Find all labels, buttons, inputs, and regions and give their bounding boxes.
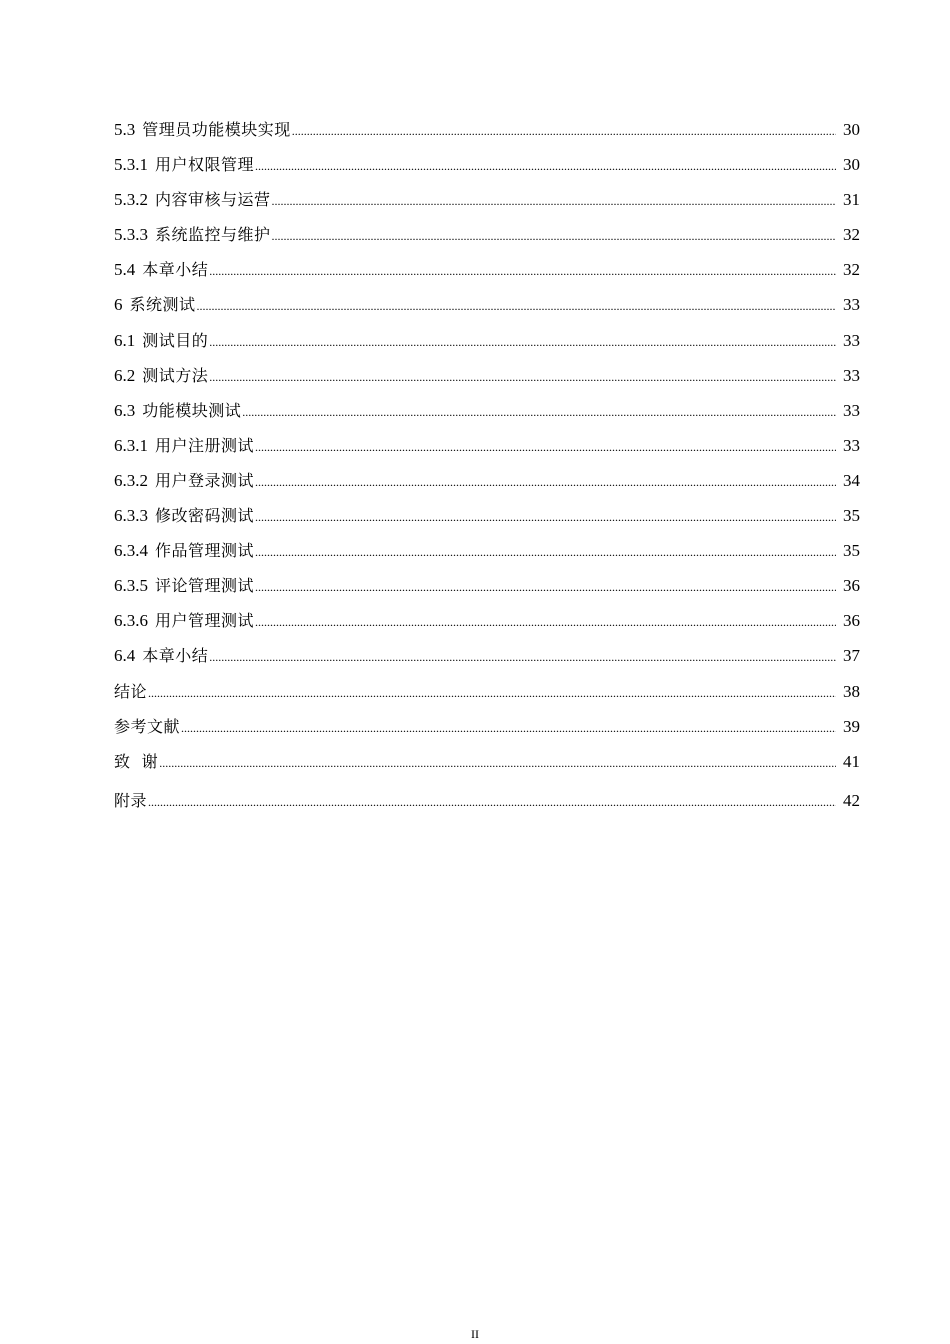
- toc-dot-leader: [255, 500, 836, 535]
- toc-entry-title: 本章小结: [142, 646, 209, 666]
- toc-entry[interactable]: [114, 112, 860, 147]
- toc-entry-number: 6.3.4: [114, 541, 148, 561]
- toc-entry-page: 30: [843, 120, 860, 139]
- toc-entry[interactable]: [114, 428, 860, 463]
- toc-entry[interactable]: [114, 252, 860, 287]
- toc-entry-page: 33: [843, 295, 860, 315]
- toc-entry-page: 34: [843, 470, 860, 490]
- toc-dot-leader: [209, 325, 836, 360]
- toc-dot-leader: [197, 289, 836, 324]
- toc-entry-page: 41: [843, 751, 860, 771]
- toc-entry[interactable]: [114, 393, 860, 428]
- toc-entry-page: 32: [843, 260, 860, 280]
- toc-entry-title: 用户管理测试: [155, 611, 255, 631]
- toc-dot-leader: [255, 570, 836, 605]
- toc-entry[interactable]: [114, 533, 860, 568]
- toc-dot-leader: [181, 711, 836, 746]
- toc-entry-page: 36: [843, 611, 860, 631]
- toc-entry[interactable]: [114, 498, 860, 533]
- toc-entry-number: 6.3.3: [114, 506, 148, 526]
- toc-entry[interactable]: [114, 744, 860, 779]
- toc-entry-page: 38: [843, 681, 860, 701]
- toc-entry[interactable]: [114, 217, 860, 252]
- toc-entry-page: 39: [843, 716, 860, 736]
- toc-dot-leader: [242, 395, 836, 430]
- toc-entry-number: 5.4: [114, 260, 136, 280]
- toc-dot-leader: [148, 676, 836, 711]
- toc-entry-title: 参考文献: [114, 716, 181, 736]
- toc-entry-number: 6.3.2: [114, 470, 148, 490]
- toc-dot-leader: [255, 535, 836, 570]
- toc-entry-title: 测试目的: [142, 330, 209, 350]
- toc-dot-leader: [209, 360, 836, 395]
- toc-entry-page: 32: [843, 225, 860, 245]
- toc-entry-number: 6: [114, 295, 123, 315]
- toc-entry-title: 测试方法: [142, 365, 209, 385]
- toc-entry-title: 内容审核与运营: [155, 190, 271, 210]
- toc-entry-title: 作品管理测试: [155, 541, 255, 561]
- toc-entry[interactable]: [114, 603, 860, 638]
- toc-entry-title: 系统测试: [129, 295, 196, 315]
- toc-entry-title: 附录: [114, 790, 148, 810]
- toc-entry-page: 33: [843, 330, 860, 350]
- toc-entry-title: 功能模块测试: [142, 400, 242, 420]
- toc-entry[interactable]: [114, 638, 860, 673]
- toc-entry-title: 系统监控与维护: [155, 225, 271, 245]
- toc-entry-title: 用户注册测试: [155, 435, 255, 455]
- toc-entry-page: 35: [843, 506, 860, 526]
- toc-entry-number: 6.2: [114, 365, 136, 385]
- toc-entry-title: 用户权限管理: [155, 155, 255, 175]
- toc-entry-page: 31: [843, 190, 860, 210]
- toc-entry-title: 管理员功能模块实现: [142, 120, 291, 139]
- toc-entry[interactable]: [114, 674, 860, 709]
- toc-entry[interactable]: [114, 147, 860, 182]
- toc-entry-number: 6.4: [114, 646, 136, 666]
- table-of-contents: [114, 112, 860, 817]
- toc-dot-leader: [209, 640, 836, 675]
- toc-dot-leader: [255, 465, 836, 500]
- toc-entry-number: 6.3.5: [114, 576, 148, 596]
- toc-entry-number: 6.3: [114, 400, 136, 420]
- toc-entry[interactable]: [114, 182, 860, 217]
- toc-dot-leader: [209, 254, 836, 289]
- toc-entry-page: 35: [843, 541, 860, 561]
- page-number-footer: II: [471, 1327, 479, 1341]
- toc-entry-title: 结论: [114, 681, 148, 701]
- toc-entry-number: 6.3.1: [114, 435, 148, 455]
- toc-entry-title: 用户登录测试: [155, 470, 255, 490]
- toc-entry[interactable]: [114, 779, 860, 817]
- toc-entry-title: 本章小结: [142, 260, 209, 280]
- toc-dot-leader: [292, 114, 836, 149]
- toc-entry[interactable]: [114, 568, 860, 603]
- toc-dot-leader: [272, 219, 836, 254]
- toc-entry-page: 33: [843, 400, 860, 420]
- toc-entry-page: 33: [843, 365, 860, 385]
- toc-entry-page: 30: [843, 155, 860, 175]
- toc-entry-page: 33: [843, 435, 860, 455]
- toc-entry-title: 评论管理测试: [155, 576, 255, 596]
- toc-dot-leader: [159, 746, 836, 781]
- toc-dot-leader: [148, 780, 836, 824]
- toc-entry[interactable]: [114, 358, 860, 393]
- toc-entry-number: 5.3: [114, 120, 136, 139]
- toc-entry[interactable]: [114, 463, 860, 498]
- toc-entry[interactable]: [114, 709, 860, 744]
- toc-dot-leader: [255, 149, 836, 184]
- toc-dot-leader: [255, 605, 836, 640]
- toc-entry-page: 37: [843, 646, 860, 666]
- toc-entry-number: 6.1: [114, 330, 136, 350]
- toc-entry-page: 36: [843, 576, 860, 596]
- toc-dot-leader: [272, 184, 836, 219]
- toc-entry[interactable]: [114, 323, 860, 358]
- toc-dot-leader: [255, 430, 836, 465]
- toc-entry-number: 5.3.3: [114, 225, 148, 245]
- toc-entry-number: 5.3.2: [114, 190, 148, 210]
- toc-entry-number: 6.3.6: [114, 611, 148, 631]
- toc-entry-page: 42: [843, 790, 860, 810]
- toc-entry-title: 致 谢: [114, 751, 159, 771]
- toc-entry-number: 5.3.1: [114, 155, 148, 175]
- toc-entry[interactable]: [114, 287, 860, 322]
- toc-entry-title: 修改密码测试: [155, 506, 255, 526]
